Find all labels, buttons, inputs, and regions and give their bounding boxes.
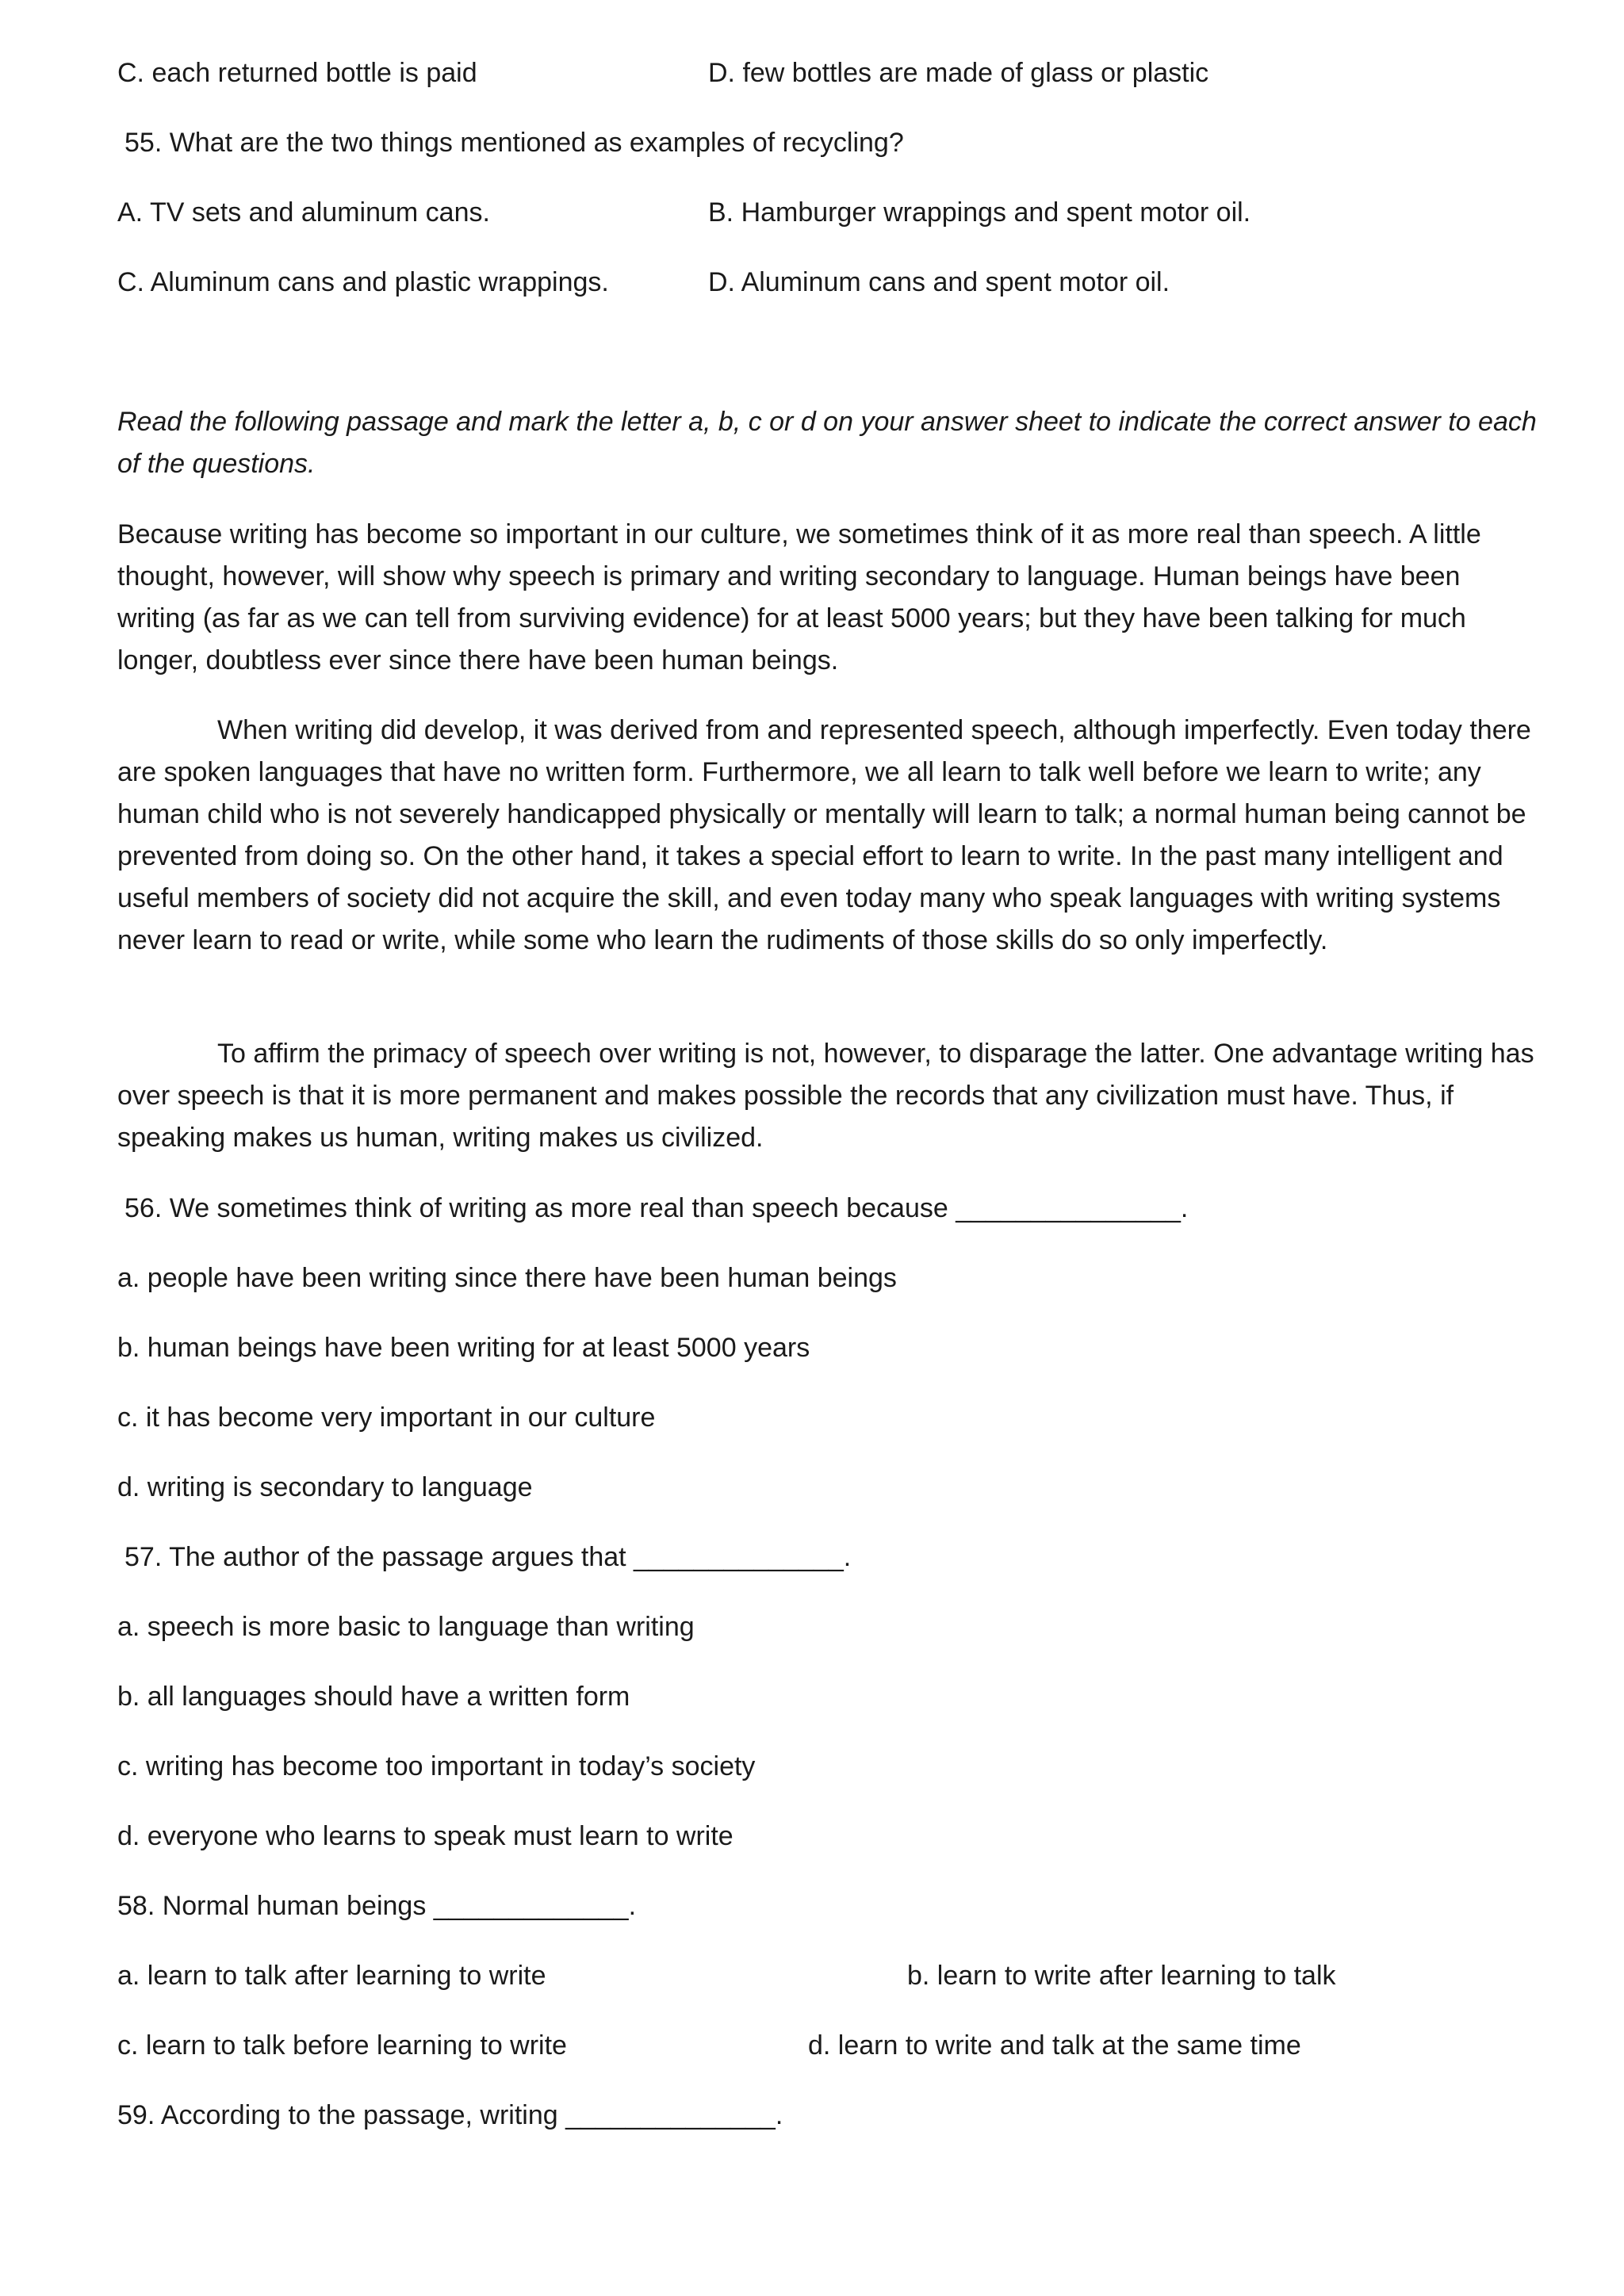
q56-option-d: d. writing is secondary to language [117,1472,533,1502]
q55-option-d: D. Aluminum cans and spent motor oil. [708,267,1170,297]
q54-option-d: D. few bottles are made of glass or plastic [708,58,1209,88]
q56-option-b: b. human beings have been writing for at least 5000 years [117,1333,810,1363]
q57-option-c: c. writing has become too important in today’s society [117,1751,756,1781]
passage-paragraph-2: When writing did develop, it was derived from and represented speech, although imperfectly. Even today there are spoken languages that have no written form. Furthermore, we all learn to talk well before we learn to write; any human child who is not severely handicapped physically or mentally will learn to talk; a normal human being cannot be prevented from doing so. On the other hand, it takes a special effort to learn to write. In the past many intelligent and useful members of society did not acquire the skill, and even today many who speak languages with writing systems never learn to read or write, while some who learn the rudiments of those skills do so only imperfectly. [117,715,1531,955]
reading-instruction: Read the following passage and mark the letter a, b, c or d on your answer sheet to indicate the correct answer to each of the questions. [117,407,1537,479]
q58-question: 58. Normal human beings _____________. [117,1891,637,1921]
q58-option-a: a. learn to talk after learning to write [117,1961,546,1991]
document-page [117,0,1545,2296]
passage-paragraph-1: Because writing has become so important in our culture, we sometimes think of it as more real than speech. A little thought, however, will show why speech is primary and writing secondary to language. Human beings have been writing (as far as we can tell from surviving evidence) for at least 5000 years; but they have been talking for much longer, doubtless ever since there have been human beings. [117,519,1481,675]
q57-option-a: a. speech is more basic to language than writing [117,1612,695,1642]
q57-option-b: b. all languages should have a written form [117,1682,630,1712]
q58-option-b: b. learn to write after learning to talk [907,1961,1336,1991]
q59-question: 59. According to the passage, writing ______________. [117,2100,783,2130]
q58-option-d: d. learn to write and talk at the same time [808,2030,1301,2061]
passage-paragraph-3: To affirm the primacy of speech over writing is not, however, to disparage the latter. One advantage writing has over speech is that it is more permanent and makes possible the records that any civilization must have. Thus, if speaking makes us human, writing makes us civilized. [117,1039,1534,1153]
q54-option-c: C. each returned bottle is paid [117,58,477,88]
q55-option-c: C. Aluminum cans and plastic wrappings. [117,267,609,297]
q58-option-c: c. learn to talk before learning to write [117,2030,567,2061]
q56-option-c: c. it has become very important in our culture [117,1402,656,1433]
q55-option-a: A. TV sets and aluminum cans. [117,197,490,228]
q57-option-d: d. everyone who learns to speak must learn to write [117,1821,733,1851]
q56-question: 56. We sometimes think of writing as more real than speech because _______________. [124,1193,1189,1223]
q55-option-b: B. Hamburger wrappings and spent motor oil. [708,197,1251,228]
q56-option-a: a. people have been writing since there have been human beings [117,1263,897,1293]
q57-question: 57. The author of the passage argues that ______________. [124,1542,852,1572]
q55-question: 55. What are the two things mentioned as examples of recycling? [124,128,904,158]
